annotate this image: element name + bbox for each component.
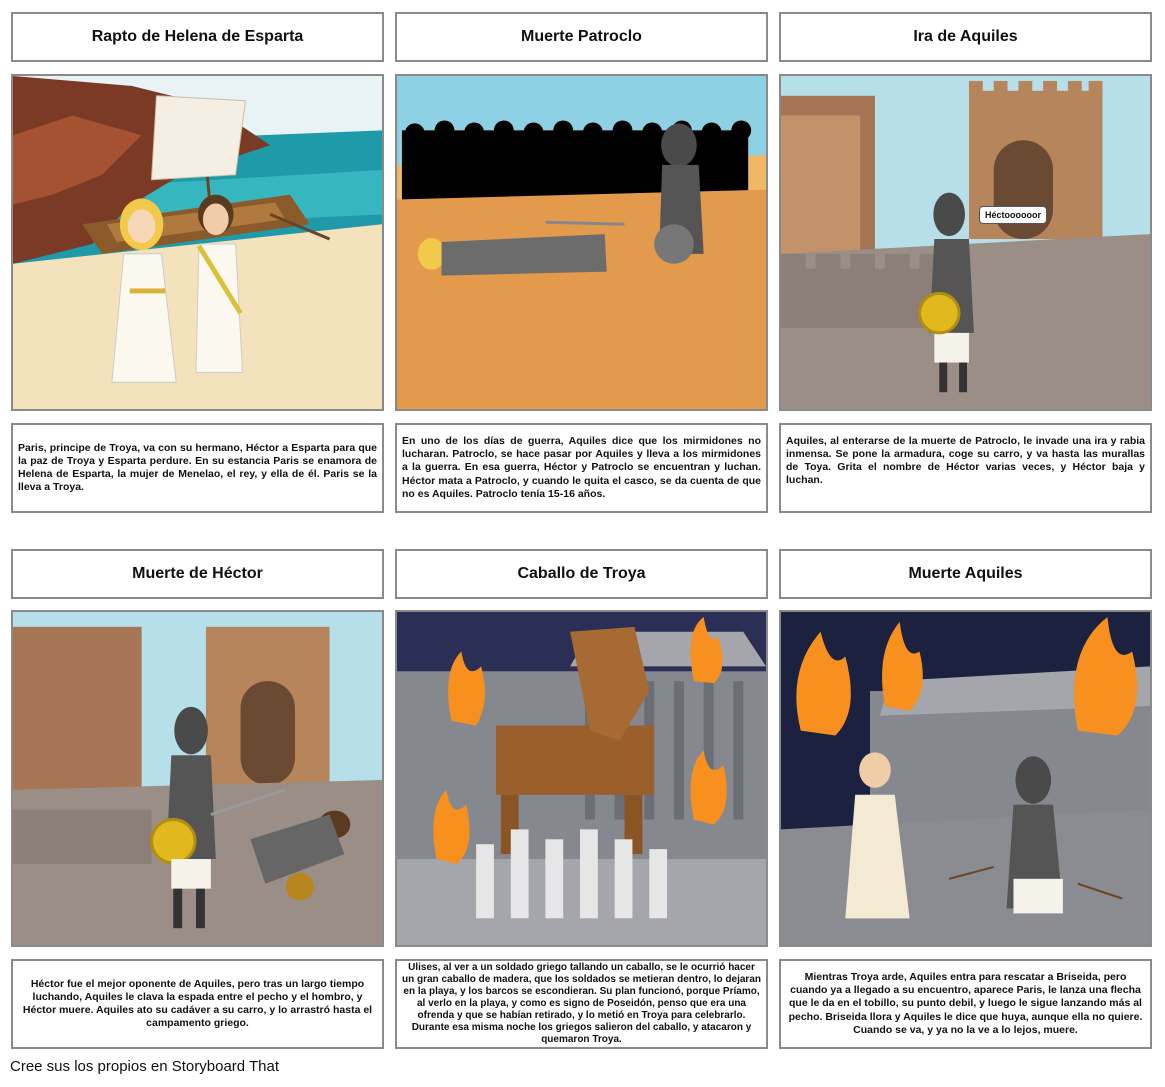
panel-5-illustration bbox=[395, 610, 768, 947]
panel-2-description bbox=[395, 423, 768, 513]
panel-2-title bbox=[395, 12, 768, 62]
panel-1-title bbox=[11, 12, 384, 62]
panel-5-title bbox=[395, 549, 768, 599]
panel-6-title-text: Muerte Aquiles bbox=[908, 565, 1023, 582]
panel-6-illustration bbox=[779, 610, 1152, 947]
panel-1-title-text: Rapto de Helena de Esparta bbox=[91, 28, 304, 45]
trojan-horse-scene bbox=[397, 612, 766, 945]
panel-6-title bbox=[779, 549, 1152, 599]
achilles-death-scene bbox=[781, 612, 1150, 945]
castle-walls-scene bbox=[781, 76, 1150, 409]
panel-5-title-text: Caballo de Troya bbox=[517, 565, 646, 582]
hector-death-scene bbox=[13, 612, 382, 945]
panel-2-illustration bbox=[395, 74, 768, 411]
panel-3-description-text: Aquiles, al enterarse de la muerte de Patroclo, le invade una ira y rabia inmensa. Se pone la armadura, coge su carro, y va hasta las murallas de Toya. Grita el nombre de Héctor varias veces, y Héctor baja y luchan. bbox=[786, 435, 1145, 487]
panel-4-title bbox=[11, 549, 384, 599]
panel-3-title bbox=[779, 12, 1152, 62]
panel-4-description-text: Héctor fue el mejor oponente de Aquiles, pero tras un largo tiempo luchando, Aquiles le clava la espada entre el pecho y el hombro, y Héctor muere. Aquiles ato su cadáver a su carro, y lo arrastró hasta el campamento griego. bbox=[22, 977, 373, 1030]
panel-2-title-text: Muerte Patroclo bbox=[521, 28, 642, 45]
panel-1-description-text: Paris, principe de Troya, va con su hermano, Héctor a Esparta para que la paz de Troya y Esparta perdure. En su estancia Paris se enamora de Helena de Esparta, la mujer de Menelao, el rey, y ella de él. Paris se la lleva a Troya. bbox=[18, 441, 377, 494]
footer-credit-link[interactable]: Cree sus los propios en Storyboard That bbox=[10, 1058, 280, 1075]
battlefield-scene bbox=[397, 76, 766, 409]
panel-2-description-text: En uno de los días de guerra, Aquiles dice que los mirmidones no lucharan. Patroclo, se hace pasar por Aquiles y lleva a los mirmidones a la guerra. En esa guerra, Héctor y Patroclo se encuentran y luchan. Héctor mata a Patroclo, y cuando le quita el casco, se da cuenta de que no es Aquiles. Patroclo tenía 15-16 años. bbox=[402, 435, 761, 500]
panel-4-title-text: Muerte de Héctor bbox=[132, 565, 263, 582]
panel-3-description bbox=[779, 423, 1152, 513]
panel-4-illustration bbox=[11, 610, 384, 947]
speech-bubble: Héctoooooor bbox=[979, 206, 1047, 224]
panel-4-description bbox=[11, 959, 384, 1049]
panel-1-illustration bbox=[11, 74, 384, 411]
panel-3-illustration bbox=[779, 74, 1152, 411]
panel-6-description bbox=[779, 959, 1152, 1049]
panel-1-description bbox=[11, 423, 384, 513]
beach-ship-scene bbox=[13, 76, 382, 409]
panel-6-description-text: Mientras Troya arde, Aquiles entra para rescatar a Briseida, pero cuando ya a llegado a su encuentro, aparece Paris, le lanza una flecha que le da en el tobillo, su punto debil, y luego le sigue lanzando más al pecho. Briseida llora y Aquiles le dice que huya, aunque ella no quiere. Cuando se va, y ya no la ve a lo lejos, muere. bbox=[788, 971, 1143, 1036]
panel-5-description-text: Ulises, al ver a un soldado griego tallando un caballo, se le ocurrió hacer un gran caballo de madera, que los soldados se metieran dentro, lo dejaran en la playa, y los barcos se escondieran. Su plan funcionó, porque Príamo, al verlo en la playa, y como es signo de Poseidón, penso que era una ofrenda y que se habían retirado, y lo metió en Troya para celebrarlo. Durante esa misma noche los griegos salieron del caballo, y atacaron y quemaron Troya. bbox=[402, 962, 761, 1045]
panel-5-description bbox=[395, 959, 768, 1049]
panel-3-title-text: Ira de Aquiles bbox=[913, 28, 1018, 45]
